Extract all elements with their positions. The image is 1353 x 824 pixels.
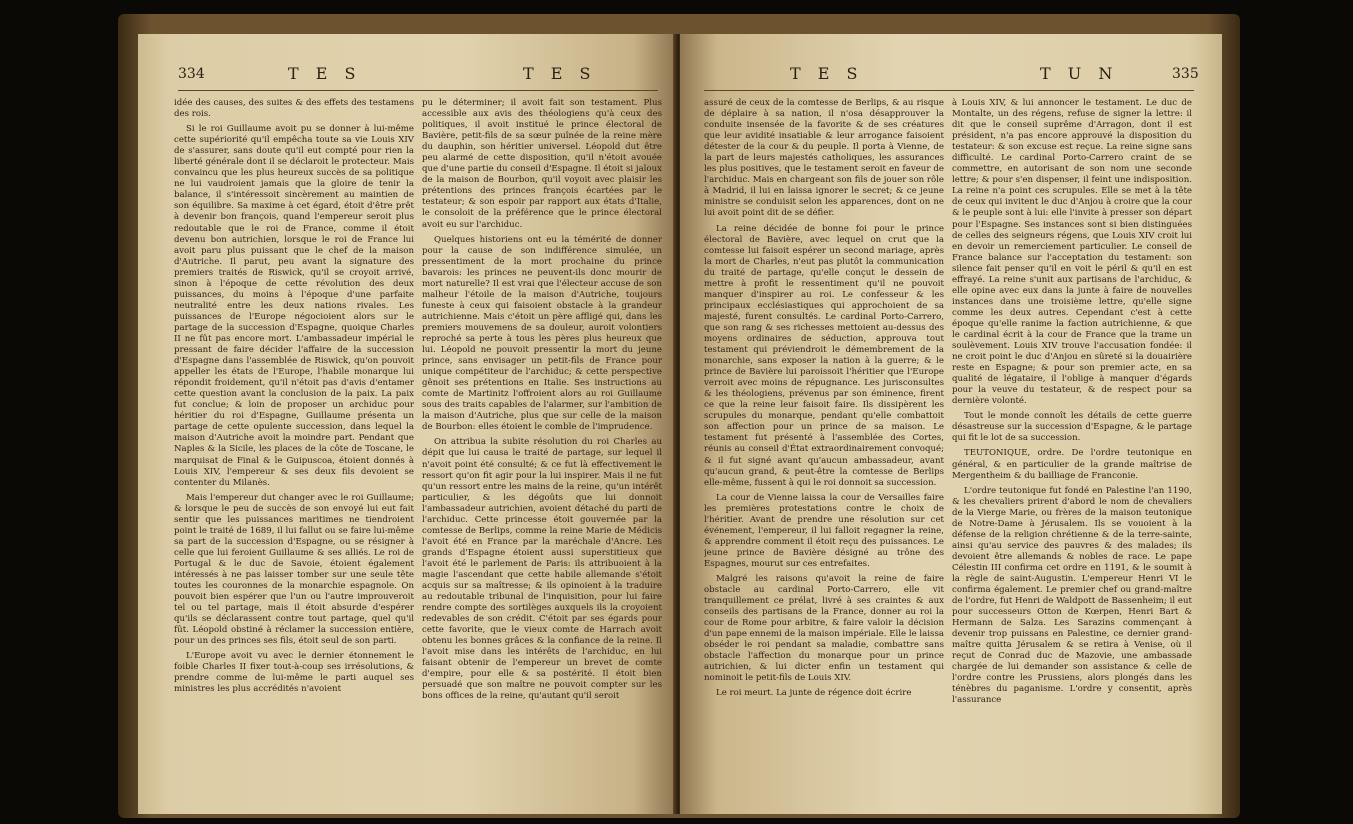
paragraph: L'ordre teutonique fut fondé en Palestine l'an 1190, & les chevaliers prirent d'abord le nom de chevaliers de la Vierge Marie, ou frères de la maison teutonique de Notre-Dame à Jérusalem. Ils se vouoient à la défense de la religion chrétienne & de la terre-sainte, ainsi qu'au service des pauvres & des malades; ils devoient être allemands & nobles de race. Le pape Célestin III confirma cet ordre en 1191, & le soumit à la règle de saint-Augustin. L'empereur Henri VI le confirma également. Le premier chef ou grand-maître de l'ordre, fut Henri de Waldpott de Bassenheim; il eut pour successeurs Otton de Kœrpen, Henri Bart & Hermann de Salza. Les Sarazins commençant à devenir trop puissans en Palestine, ce dernier grand-maître quitta Jérusalem & se retira à Venise, où il reçut de Conrad duc de Mazovie, une ambassade chargée de lui demander son assistance & celle de l'ordre contre les Prussiens, alors plongés dans les ténèbres du paganisme. L'ordre y consentit, après l'assurance	[952, 485, 1192, 706]
text-column	[704, 98, 944, 808]
left-page	[138, 34, 676, 814]
paragraph: pu le déterminer; il avoit fait son testament. Plus accessible aux avis des théologiens qu'à ceux des politiques, il avoit institué le prince électoral de Bavière, petit-fils de sa sœur puînée de la reine mère du dauphin, son héritier universel. Léopold dut être peu alarmé de cette disposition, qu'il n'étoit avouée que d'une partie du conseil d'Espagne. Il étoit si jaloux de la maison de Bourbon, qu'il voyoit avec plaisir les prétentions des princes françois écartées par le testateur; & son espoir par rapport aux états d'Italie, le consoloit de la préférence que le prince électoral avoit eu sur l'archiduc.	[422, 98, 662, 230]
paragraph: idée des causes, des suites & des effets des testamens des rois.	[174, 98, 414, 120]
paragraph: On attribua la subite résolution du roi Charles au dépit que lui causa le traité de partage, sur lequel il n'avoit point été consulté; & ce fut là effectivement le ressort qu'on fit agir pour la lui inspirer. Mais il ne fut qu'un ressort entre les mains de la reine, qu'un intérêt particulier, & les dégoûts que lui donnoit l'ambassadeur autrichien, avoient détaché du parti de l'archiduc. Cette princesse étoit gouvernée par la comtesse de Berlips, comme la reine Marie de Médicis l'avoit été en France par la maréchale d'Ancre. Les grands d'Espagne étoient aussi superstitieux que l'avoit été le parlement de Paris: ils attribuoient à la magie l'ascendant que cette habile allemande s'étoit acquis sur sa maîtresse; & ils opinoient à la traduire au redoutable tribunal de l'inquisition, pour lui faire rendre compte des sortilèges auxquels ils la croyoient redevables de son crédit. C'étoit par ses égards pour cette favorite, que le vieux comte de Harrach avoit obtenu les bonnes grâces & la confiance de la reine. Il l'avoit mise dans les intérêts de l'archiduc, en lui faisant obtenir de l'empereur un brevet de comte d'empire, pour elle & sa postérité. Il étoit bien persuadé que son maître ne pouvoit compter sur les bons offices de la reine, qu'autant qu'il seroit	[422, 437, 662, 702]
right-page	[680, 34, 1222, 814]
running-head: T E S	[523, 64, 597, 83]
paragraph: Quelques historiens ont eu la témérité de donner pour la cause de son indifférence simulée, un pressentiment de la mort prochaine du prince bavarois: les princes ne peuvent-ils donc mourir de mort naturelle? Il est vrai que l'électeur accuse de son malheur l'étoile de la maison d'Autriche, toujours funeste à ceux qui faisoient obstacle à la grandeur autrichienne. Mais c'étoit un père affligé qui, dans les premiers mouvemens de sa douleur, auroit volontiers reproché sa perte à tous les pères plus heureux que lui. Léopold ne pouvoit pressentir la mort du jeune prince, sans envisager un petit-fils de France pour unique compétiteur de l'archiduc; & cette perspective gênoit ses prétentions en Italie. Ses instructions au comte de Martinitz l'offroient alors au roi Guillaume sous des traits capables de l'alarmer, sur l'ambition de la maison d'Autriche, plus que sur celle de la maison de Bourbon: elles étoient le comble de l'imprudence.	[422, 234, 662, 433]
open-book	[118, 14, 1240, 818]
page-number-right: 335	[1172, 66, 1199, 82]
paragraph: L'Europe avoit vu avec le dernier étonnement le foible Charles II fixer tout-à-coup ses irrésolutions, & prendre comme de lui-même le parti auquel ses ministres les plus accrédités n'avoient	[174, 651, 414, 695]
page-number-left: 334	[178, 66, 205, 82]
paragraph: à Louis XIV, & lui annoncer le testament. Le duc de Montalte, un des régens, refuse de signer la lettre: il dit que le conseil suprême d'Arragon, dont il est président, n'a pas encore approuvé la disposition du testateur: & son excuse est reçue. La reine signe sans difficulté. Le cardinal Porto-Carrero craint de se commettre, en autorisant de son nom une seconde lettre; & pour s'en dispenser, il feint une indisposition. La reine n'a point ces scrupules. Elle se met à la tête de ceux qui invitent le duc d'Anjou à croire que la cour & le peuple sont à lui: elle l'invite à presser son départ pour l'Espagne. Ses instances sont si bien distinguées de celles des seigneurs régens, que Louis XIV croit lui en devoir un remerciement particulier. Le conseil de France balance sur l'acceptation du testament: son silence fait penser qu'il en voit le péril & qu'il en est effrayé. La reine s'unit aux partisans de l'archiduc, & elle opine avec eux dans la junte à faire de nouvelles instances dans une troisième lettre, qu'elle signe comme les deux autres. Cependant c'est à cette époque qu'elle ranime la faction autrichienne, & que le cardinal écrit à la cour de France que la trame un soulèvement. Louis XIV trouve l'accusation fondée: il ne croit point le duc d'Anjou en sûreté si la douairière reste en Espagne; & pour son premier acte, en sa qualité de légataire, il l'oblige à manquer d'égards pour la veuve du testateur, & de respect pour sa dernière volonté.	[952, 98, 1192, 407]
paragraph: Mais l'empereur dut changer avec le roi Guillaume; & lorsque le peu de succès de son envoyé lui eut fait sentir que les puissances maritimes ne tiendroient point le traité de 1689, il lui fallut ou se faire lui-même sa part de la succession d'Espagne, ou se résigner à celle que lui feroient Guillaume & ses alliés. Le roi de Portugal & le duc de Savoie, étoient également intéressés à ne pas laisser tomber sur une seule tête toutes les couronnes de la monarchie espagnole. On pouvoit bien espérer que l'un ou l'autre improuveroit tel ou tel partage, mais il étoit absurde d'espérer qu'ils se déclarassent contre tout partage, quel qu'il fût. Léopold obstiné à réclamer la succession entière, pour un des princes ses fils, étoit seul de son parti.	[174, 492, 414, 647]
paragraph: Si le roi Guillaume avoit pu se donner à lui-même cette supériorité qu'il empêcha toute sa vie Louis XIV de s'assurer, sans doute qu'il eut compté pour rien la liberté générale dont il se déclaroit le protecteur. Mais convaincu que les plus heureux succès de sa politique ne lui vaudroient jamais que la gloire de tenir la balance, il s'intéressoit sincèrement au maintien de son équilibre. Sa maxime à cet égard, étoit d'être prêt à devenir bon françois, quand l'empereur seroit plus redoutable que le roi de France, comme il étoit devenu bon autrichien, lorsque le roi de France lui avoit paru plus puissant que le chef de la maison d'Autriche. Il parut, peu avant la signature des premiers traités de Riswick, qu'il se croyoit arrivé, sinon à l'époque de cette révolution des deux puissances, du moins à l'époque d'une parfaite neutralité entre les deux nations rivales. Les puissances de l'Europe négocioient alors sur le partage de la succession d'Espagne, quoique Charles II ne fût pas encore mort. L'ambassadeur impérial le pressant de faire décider l'affaire de la succession d'Espagne dans l'assemblée de Riswick, qu'on pouvoit appeller les états de l'Europe, l'habile monarque lui répondit froidement, qu'il n'étoit pas d'avis d'entamer cette question avant la conclusion de la paix. La paix fut conclue; & loin de proposer un archiduc pour héritier du roi d'Espagne, Guillaume présenta un partage de cette opulente succession, dans lequel la maison d'Autriche avoit la moindre part. Pendant que Naples & la Sicile, les places de la côte de Toscane, le marquisat de Final & le Guipuscoa, étoient donnés à Louis XIV, l'empereur & ses deux fils devoient se contenter du Milanès.	[174, 124, 414, 488]
running-head: T U N	[1040, 64, 1119, 83]
paragraph: La cour de Vienne laissa la cour de Versailles faire les premières protestations contre le choix de l'héritier. Avant de prendre une résolution sur cet événement, l'empereur, il lui falloit regagner la reine, & apprendre comment il étoit reçu des puissances. Le jeune prince de Bavière désigné au trône des Espagnes, mourut sur ces entrefaites.	[704, 492, 944, 569]
paragraph: La reine décidée de bonne foi pour le prince électoral de Bavière, avec lequel on crut que la comtesse lui faisoit espérer un second mariage, après la mort de Charles, n'eut pas plutôt la communication du traité de partage, qu'elle conçut le dessein de mettre à profit le ressentiment qu'il ne pouvoit manquer d'inspirer au roi. Le confesseur & les principaux ecclésiastiques qui approchoient de sa majesté, furent consultés. Le cardinal Porto-Carrero, que son rang & ses richesses mettoient au-dessus des moyens ordinaires de séduction, approuva tout testament qui préviendroit le démembrement de la monarchie, sans exposer la nation à la guerre; & le prince de Bavière lui paroissoit l'héritier que l'Europe verroit avec moins de répugnance. Les jurisconsultes & les théologiens, prévenus par son éminence, firent ce que la reine leur faisoit faire. Ils dissipèrent les scrupules du monarque, pendant qu'elle combattoit son affection pour un prince de sa maison. Le testament fut présenté à l'assemblée des Cortes, réunis au conseil d'État extraordinairement convoqué; & il fut signé avant qu'aucun ambassadeur, avant qu'aucun grand, & peut-être la comtesse de Berlips elle-même, fussent à qui le roi donnoit sa succession.	[704, 223, 944, 488]
paragraph: Malgré les raisons qu'avoit la reine de faire obstacle au cardinal Porto-Carrero, elle vit tranquillement ce prélat, livré à ses craintes & aux conseils des partisans de la France, donner au roi la cour de Rome pour arbitre, & faire valoir la décision d'un pape ennemi de la maison impériale. Elle le laissa obséder le roi pendant sa maladie, combattre sans obstacle l'affection du monarque pour un prince autrichien, & lui dicter enfin un testament qui nominoit le petit-fils de Louis XIV.	[704, 573, 944, 684]
paragraph: Le roi meurt. La junte de régence doit écrire	[716, 688, 912, 699]
header-rule	[704, 90, 1194, 91]
running-head: T E S	[790, 64, 864, 83]
text-column	[952, 98, 1192, 808]
paragraph: TEUTONIQUE, ordre. De l'ordre teutonique en général, & en particulier de la grande maîtrise de Mergentheim & du bailliage de Franconie.	[952, 448, 1192, 481]
text-column	[422, 98, 662, 808]
text-column	[174, 98, 414, 808]
paragraph: assuré de ceux de la comtesse de Berlips, & au risque de déplaire à sa nation, il n'osa désapprouver la conduite insensée de la favorite & de ses créatures que leur avidité insatiable & leur arrogance faisoient détester de la cour & du peuple. Il porta à Vienne, de la part de leurs majestés catholiques, les assurances les plus positives, que le testament seroit en faveur de l'archiduc. Mais en chargeant son fils de jouer son rôle à Madrid, il lui en laissa ignorer le secret; & ce jeune ministre se conduisit selon les apparences, dont on ne lui avoit point dit de se défier.	[704, 98, 944, 219]
running-head: T E S	[288, 64, 362, 83]
header-rule	[178, 90, 658, 91]
paragraph: Tout le monde connoît les détails de cette guerre désastreuse sur la succession d'Espagne, & le partage qui fit le lot de sa succession.	[952, 411, 1192, 444]
